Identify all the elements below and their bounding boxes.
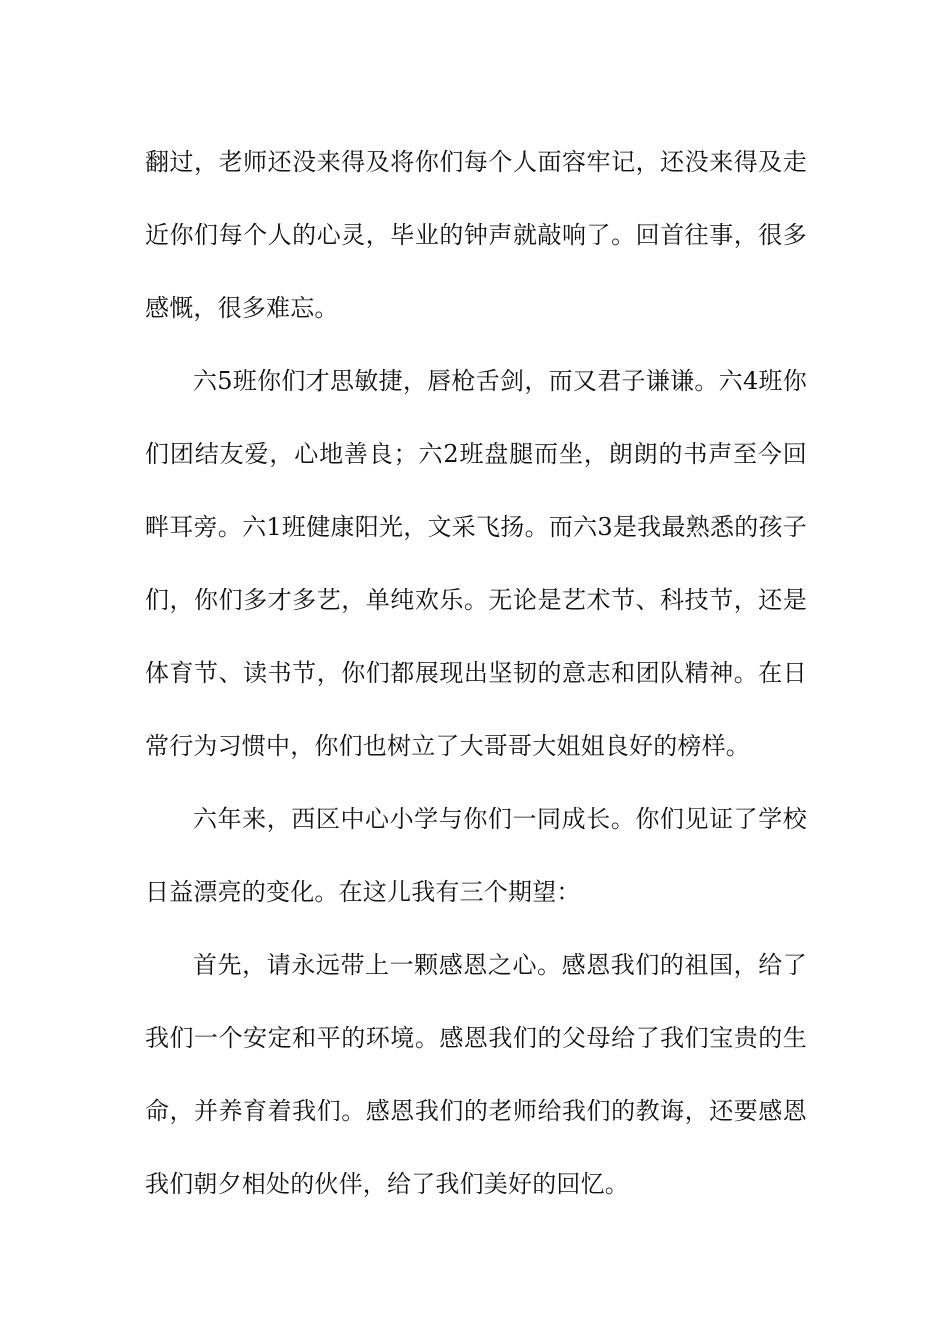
- paragraph-continued: 翻过，老师还没来得及将你们每个人面容牢记，还没来得及走近你们每个人的心灵，毕业的钟声就敲响了。回首往事，很多感慨，很多难忘。: [145, 148, 807, 322]
- body-text: [145, 126, 807, 1221]
- paragraph-class-descriptions: 六5班你们才思敏捷，唇枪舌剑，而又君子谦谦。六4班你们团结友爱，心地善良；六2班盘腿而坐，朗朗的书声至今回畔耳旁。六1班健康阳光，文采飞扬。而六3是我最熟悉的孩子们，你们多才多艺，单纯欢乐。无论是艺术节、科技节，还是体育节、读书节，你们都展现出坚韧的意志和团队精神。在日常行为习惯中，你们也树立了大哥哥大姐姐良好的榜样。: [145, 367, 807, 760]
- paragraph-gratitude: 首先，请永远带上一颗感恩之心。感恩我们的祖国，给了我们一个安定和平的环境。感恩我们的父母给了我们宝贵的生命，并养育着我们。感恩我们的老师给我们的教诲，还要感恩我们朝夕相处的伙伴，给了我们美好的回忆。: [145, 951, 807, 1198]
- paragraph-school-growth: 六年来，西区中心小学与你们一同成长。你们见证了学校日益漂亮的变化。在这儿我有三个期望：: [145, 805, 807, 906]
